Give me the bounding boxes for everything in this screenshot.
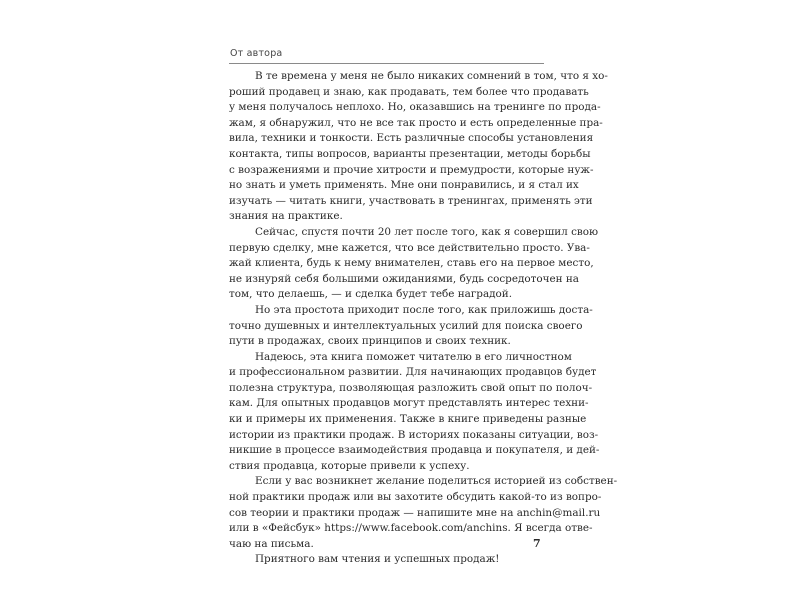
text-line: вила, техники и тонкости. Есть различные способы установления bbox=[229, 132, 594, 145]
text-line: изучать — читать книги, участвовать в тренингах, применять эти bbox=[229, 194, 593, 207]
text-line: Если у вас возникнет желание поделиться историей из собствен- bbox=[255, 475, 618, 488]
text-line: ной практики продаж или вы захотите обсудить какой-то из вопро- bbox=[229, 491, 602, 504]
text-line: и профессиональном развитии. Для начинающих продавцов будет bbox=[229, 366, 597, 379]
text-line: с возражениями и прочие хитрости и премудрости, которые нуж- bbox=[229, 163, 594, 176]
text-line: В те времена у меня не было никаких сомнений в том, что я хо- bbox=[255, 70, 608, 82]
text-line: пути в продажах, своих принципов и своих техник. bbox=[229, 335, 511, 348]
text-line: кам. Для опытных продавцов могут представлять интерес техни- bbox=[229, 397, 589, 410]
text-line: но знать и уметь применять. Мне они понравились, и я стал их bbox=[229, 179, 579, 192]
text-line: Надеюсь, эта книга поможет читателю в его личностном bbox=[255, 350, 572, 363]
paragraph bbox=[229, 225, 599, 303]
text-line: Сейчас, спустя почти 20 лет после того, как я совершил свою bbox=[255, 225, 599, 238]
text-line: контакта, типы вопросов, варианты презентации, методы борьбы bbox=[229, 147, 591, 160]
text-line: чаю на письма. bbox=[229, 537, 314, 550]
paragraph bbox=[229, 350, 600, 475]
text-line: ки и примеры их применения. Также в книге приведены разные bbox=[229, 413, 587, 426]
text-line: сов теории и практики продаж — напишите мне на anchin@mail.ru bbox=[229, 506, 601, 519]
body-text bbox=[229, 69, 618, 568]
text-line: жай клиента, будь к нему внимателен, ставь его на первое место, bbox=[229, 257, 594, 270]
paragraph bbox=[229, 474, 618, 552]
text-line: у меня получалось неплохо. Но, оказавшись на тренинге по прода- bbox=[229, 101, 601, 114]
text-line: полезна структура, позволяющая разложить свой опыт по полоч- bbox=[229, 381, 593, 394]
page-number: 7 bbox=[533, 537, 541, 550]
text-line: жам, я обнаружил, что не все так просто и есть определенные пра- bbox=[229, 116, 603, 129]
text-line: Но эта простота приходит после того, как приложишь доста- bbox=[255, 303, 593, 316]
running-head: От автора bbox=[230, 48, 283, 59]
text-line: знания на практике. bbox=[229, 210, 343, 223]
text-line: истории из практики продаж. В историях показаны ситуации, воз- bbox=[229, 428, 599, 441]
text-line: не изнуряй себя большими ожиданиями, будь сосредоточен на bbox=[229, 272, 579, 285]
paragraph bbox=[229, 69, 608, 225]
paragraph bbox=[229, 552, 544, 568]
text-line: том, что делаешь, — и сделка будет тебе наградой. bbox=[229, 288, 513, 301]
text-line: никшие в процессе взаимодействия продавца и покупателя, и дей- bbox=[229, 444, 600, 457]
paragraph bbox=[229, 303, 593, 350]
text-line: Приятного вам чтения и успешных продаж! bbox=[255, 553, 500, 566]
text-line: первую сделку, мне кажется, что все действительно просто. Ува- bbox=[229, 241, 590, 254]
text-line: роший продавец и знаю, как продавать, тем более что продавать bbox=[229, 85, 589, 98]
text-line: ствия продавца, которые привели к успеху. bbox=[229, 459, 470, 472]
text-line: или в «Фейсбук» https://www.facebook.com/anchins. Я всегда отве- bbox=[229, 522, 593, 535]
text-line: точно душевных и интеллектуальных усилий для поиска своего bbox=[229, 319, 583, 332]
header-rule bbox=[229, 63, 544, 64]
